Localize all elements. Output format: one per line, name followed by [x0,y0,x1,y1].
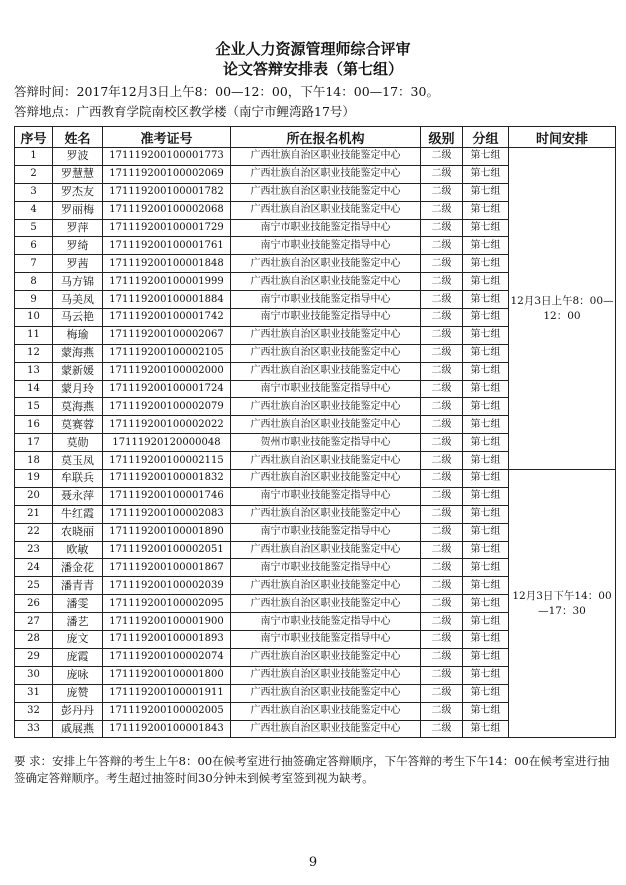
cell-ticket-number: 171119200100001773 [103,148,231,166]
cell-institution: 南宁市职业技能鉴定指导中心 [231,487,421,505]
cell-name: 彭丹丹 [53,702,103,720]
cell-level: 二级 [421,273,463,291]
cell-index: 10 [15,309,53,327]
cell-index: 27 [15,613,53,631]
cell-institution: 广西壮族自治区职业技能鉴定中心 [231,648,421,666]
cell-index: 20 [15,487,53,505]
cell-group: 第七组 [463,487,509,505]
cell-level: 二级 [421,183,463,201]
cell-group: 第七组 [463,541,509,559]
cell-ticket-number: 171119200100001848 [103,255,231,273]
cell-name: 潘艺 [53,613,103,631]
cell-index: 16 [15,416,53,434]
cell-institution: 广西壮族自治区职业技能鉴定中心 [231,165,421,183]
cell-name: 罗杰友 [53,183,103,201]
cell-name: 罗绮 [53,237,103,255]
cell-institution: 广西壮族自治区职业技能鉴定中心 [231,684,421,702]
cell-group: 第七组 [463,362,509,380]
cell-group: 第七组 [463,273,509,291]
cell-index: 7 [15,255,53,273]
cell-level: 二级 [421,631,463,649]
cell-ticket-number: 171119200100002022 [103,416,231,434]
cell-level: 二级 [421,487,463,505]
cell-index: 22 [15,523,53,541]
cell-institution: 广西壮族自治区职业技能鉴定中心 [231,720,421,738]
cell-level: 二级 [421,148,463,166]
cell-level: 二级 [421,577,463,595]
cell-group: 第七组 [463,148,509,166]
cell-level: 二级 [421,684,463,702]
cell-index: 13 [15,362,53,380]
cell-institution: 广西壮族自治区职业技能鉴定中心 [231,255,421,273]
cell-group: 第七组 [463,165,509,183]
cell-name: 莫海燕 [53,398,103,416]
cell-group: 第七组 [463,648,509,666]
table-row [15,148,616,166]
cell-institution: 南宁市职业技能鉴定指导中心 [231,219,421,237]
cell-level: 二级 [421,720,463,738]
cell-index: 33 [15,720,53,738]
cell-ticket-number: 171119200100001832 [103,470,231,488]
cell-index: 15 [15,398,53,416]
cell-index: 24 [15,559,53,577]
cell-institution: 广西壮族自治区职业技能鉴定中心 [231,148,421,166]
cell-institution: 广西壮族自治区职业技能鉴定中心 [231,541,421,559]
cell-ticket-number: 171119200100001761 [103,237,231,255]
cell-index: 30 [15,666,53,684]
cell-group: 第七组 [463,219,509,237]
cell-group: 第七组 [463,720,509,738]
cell-ticket-number: 171119200100001893 [103,631,231,649]
cell-group: 第七组 [463,613,509,631]
cell-name: 罗波 [53,148,103,166]
cell-index: 11 [15,326,53,344]
cell-level: 二级 [421,470,463,488]
schedule-table [14,126,616,738]
cell-institution: 广西壮族自治区职业技能鉴定中心 [231,273,421,291]
cell-group: 第七组 [463,523,509,541]
cell-group: 第七组 [463,237,509,255]
cell-group: 第七组 [463,702,509,720]
cell-group: 第七组 [463,559,509,577]
cell-group: 第七组 [463,666,509,684]
cell-group: 第七组 [463,380,509,398]
cell-level: 二级 [421,505,463,523]
cell-name: 庞文 [53,631,103,649]
cell-level: 二级 [421,255,463,273]
header-group: 分组 [463,127,509,148]
cell-name: 罗萍 [53,219,103,237]
cell-group: 第七组 [463,183,509,201]
cell-ticket-number: 171119200100001900 [103,613,231,631]
cell-institution: 广西壮族自治区职业技能鉴定中心 [231,362,421,380]
header-ticket-number: 准考证号 [103,127,231,148]
cell-ticket-number: 171119200100002095 [103,595,231,613]
header-index: 序号 [15,127,53,148]
cell-name: 戚展燕 [53,720,103,738]
cell-ticket-number: 171119200100002083 [103,505,231,523]
cell-group: 第七组 [463,309,509,327]
cell-ticket-number: 171119200100001800 [103,666,231,684]
cell-name: 莫勋 [53,434,103,452]
header-institution: 所在报名机构 [231,127,421,148]
cell-institution: 广西壮族自治区职业技能鉴定中心 [231,666,421,684]
cell-institution: 广西壮族自治区职业技能鉴定中心 [231,416,421,434]
cell-name: 潘雯 [53,595,103,613]
document-subtitle: 论文答辩安排表（第七组） [222,60,403,78]
cell-level: 二级 [421,434,463,452]
cell-index: 32 [15,702,53,720]
cell-institution: 广西壮族自治区职业技能鉴定中心 [231,326,421,344]
cell-name: 潘金花 [53,559,103,577]
cell-name: 欧敏 [53,541,103,559]
cell-ticket-number: 171119200100001782 [103,183,231,201]
cell-institution: 广西壮族自治区职业技能鉴定中心 [231,470,421,488]
cell-index: 21 [15,505,53,523]
cell-institution: 广西壮族自治区职业技能鉴定中心 [231,702,421,720]
cell-level: 二级 [421,416,463,434]
defense-place: 答辩地点：广西教育学院南校区教学楼（南宁市鲤湾路17号） [14,104,355,119]
cell-level: 二级 [421,702,463,720]
cell-name: 马美凤 [53,291,103,309]
document-title: 企业人力资源管理师综合评审 [215,40,411,58]
cell-name: 庞霞 [53,648,103,666]
cell-ticket-number: 171119200100002039 [103,577,231,595]
cell-name: 牟联兵 [53,470,103,488]
cell-name: 莫玉凤 [53,452,103,470]
cell-institution: 南宁市职业技能鉴定指导中心 [231,237,421,255]
cell-ticket-number: 171119200100001742 [103,309,231,327]
cell-group: 第七组 [463,577,509,595]
cell-index: 31 [15,684,53,702]
cell-ticket-number: 171119200100002068 [103,201,231,219]
cell-ticket-number: 171119200100002051 [103,541,231,559]
cell-group: 第七组 [463,326,509,344]
cell-name: 牛红霞 [53,505,103,523]
cell-index: 3 [15,183,53,201]
cell-level: 二级 [421,201,463,219]
cell-index: 18 [15,452,53,470]
time-slot-afternoon: 12月3日下午14：00—17：30 [509,470,616,738]
cell-name: 罗慧慧 [53,165,103,183]
cell-institution: 广西壮族自治区职业技能鉴定中心 [231,398,421,416]
cell-index: 26 [15,595,53,613]
cell-ticket-number: 171119200100001867 [103,559,231,577]
cell-level: 二级 [421,291,463,309]
cell-institution: 南宁市职业技能鉴定指导中心 [231,559,421,577]
cell-group: 第七组 [463,255,509,273]
cell-ticket-number: 171119200100002074 [103,648,231,666]
cell-group: 第七组 [463,291,509,309]
cell-ticket-number: 171119200100001729 [103,219,231,237]
cell-level: 二级 [421,595,463,613]
cell-institution: 南宁市职业技能鉴定指导中心 [231,523,421,541]
cell-level: 二级 [421,452,463,470]
cell-level: 二级 [421,559,463,577]
cell-ticket-number: 171119200100002115 [103,452,231,470]
cell-ticket-number: 171119200100002069 [103,165,231,183]
cell-institution: 广西壮族自治区职业技能鉴定中心 [231,505,421,523]
cell-level: 二级 [421,666,463,684]
cell-group: 第七组 [463,595,509,613]
cell-group: 第七组 [463,201,509,219]
cell-level: 二级 [421,344,463,362]
cell-index: 4 [15,201,53,219]
cell-index: 12 [15,344,53,362]
cell-ticket-number: 171119200100002005 [103,702,231,720]
cell-institution: 南宁市职业技能鉴定指导中心 [231,631,421,649]
cell-level: 二级 [421,648,463,666]
cell-level: 二级 [421,398,463,416]
header-name: 姓名 [53,127,103,148]
cell-ticket-number: 171119200100001746 [103,487,231,505]
cell-institution: 广西壮族自治区职业技能鉴定中心 [231,595,421,613]
cell-group: 第七组 [463,452,509,470]
cell-level: 二级 [421,541,463,559]
cell-level: 二级 [421,362,463,380]
cell-ticket-number: 171119200100002105 [103,344,231,362]
cell-ticket-number: 171119200100001911 [103,684,231,702]
cell-name: 农晓丽 [53,523,103,541]
cell-level: 二级 [421,165,463,183]
cell-group: 第七组 [463,470,509,488]
cell-index: 1 [15,148,53,166]
cell-name: 聂永萍 [53,487,103,505]
cell-ticket-number: 171119200100001890 [103,523,231,541]
cell-index: 6 [15,237,53,255]
cell-level: 二级 [421,613,463,631]
cell-institution: 南宁市职业技能鉴定指导中心 [231,291,421,309]
cell-institution: 广西壮族自治区职业技能鉴定中心 [231,183,421,201]
cell-index: 8 [15,273,53,291]
table-body [15,148,616,738]
cell-name: 马云艳 [53,309,103,327]
cell-group: 第七组 [463,398,509,416]
cell-institution: 广西壮族自治区职业技能鉴定中心 [231,344,421,362]
cell-ticket-number: 171119200100001999 [103,273,231,291]
cell-institution: 广西壮族自治区职业技能鉴定中心 [231,201,421,219]
cell-institution: 广西壮族自治区职业技能鉴定中心 [231,452,421,470]
cell-index: 23 [15,541,53,559]
cell-name: 罗茜 [53,255,103,273]
cell-name: 罗丽梅 [53,201,103,219]
table-row [15,470,616,488]
cell-group: 第七组 [463,505,509,523]
cell-name: 梅瑜 [53,326,103,344]
cell-group: 第七组 [463,631,509,649]
cell-ticket-number: 171119200100001884 [103,291,231,309]
cell-index: 29 [15,648,53,666]
cell-name: 庞赞 [53,684,103,702]
cell-index: 5 [15,219,53,237]
cell-level: 二级 [421,309,463,327]
cell-group: 第七组 [463,434,509,452]
cell-institution: 南宁市职业技能鉴定指导中心 [231,380,421,398]
cell-institution: 南宁市职业技能鉴定指导中心 [231,309,421,327]
cell-level: 二级 [421,237,463,255]
cell-ticket-number: 17111920120000048 [103,434,231,452]
cell-ticket-number: 171119200100002079 [103,398,231,416]
cell-index: 25 [15,577,53,595]
cell-group: 第七组 [463,416,509,434]
cell-ticket-number: 171119200100002000 [103,362,231,380]
requirements-note: 要 求：安排上午答辩的考生上午8：00在候考室进行抽签确定答辩顺序，下午答辩的考生下午14：00在候考室进行抽签确定答辩顺序。考生超过抽签时间30分钟未到候考室签到视为缺考。 [14,754,610,785]
cell-ticket-number: 171119200100002067 [103,326,231,344]
cell-group: 第七组 [463,684,509,702]
cell-index: 19 [15,470,53,488]
cell-institution: 广西壮族自治区职业技能鉴定中心 [231,577,421,595]
page-number: 9 [308,855,318,870]
cell-institution: 南宁市职业技能鉴定指导中心 [231,613,421,631]
cell-ticket-number: 171119200100001843 [103,720,231,738]
cell-level: 二级 [421,326,463,344]
cell-name: 潘青青 [53,577,103,595]
cell-index: 14 [15,380,53,398]
table-header-row [15,127,616,148]
cell-level: 二级 [421,380,463,398]
cell-name: 马方锦 [53,273,103,291]
cell-name: 蒙月玲 [53,380,103,398]
cell-level: 二级 [421,219,463,237]
cell-ticket-number: 171119200100001724 [103,380,231,398]
cell-level: 二级 [421,523,463,541]
header-time: 时间安排 [509,127,616,148]
time-slot-morning: 12月3日上午8：00—12：00 [509,148,616,470]
cell-institution: 贺州市职业技能鉴定指导中心 [231,434,421,452]
cell-index: 2 [15,165,53,183]
cell-name: 莫赛蓉 [53,416,103,434]
cell-name: 庞咏 [53,666,103,684]
cell-name: 蒙新媛 [53,362,103,380]
defense-time: 答辩时间：2017年12月3日上午8：00—12：00，下午14：00—17：30。 [14,84,439,99]
header-level: 级别 [421,127,463,148]
cell-index: 9 [15,291,53,309]
cell-name: 蒙海燕 [53,344,103,362]
cell-index: 28 [15,631,53,649]
cell-group: 第七组 [463,344,509,362]
cell-index: 17 [15,434,53,452]
